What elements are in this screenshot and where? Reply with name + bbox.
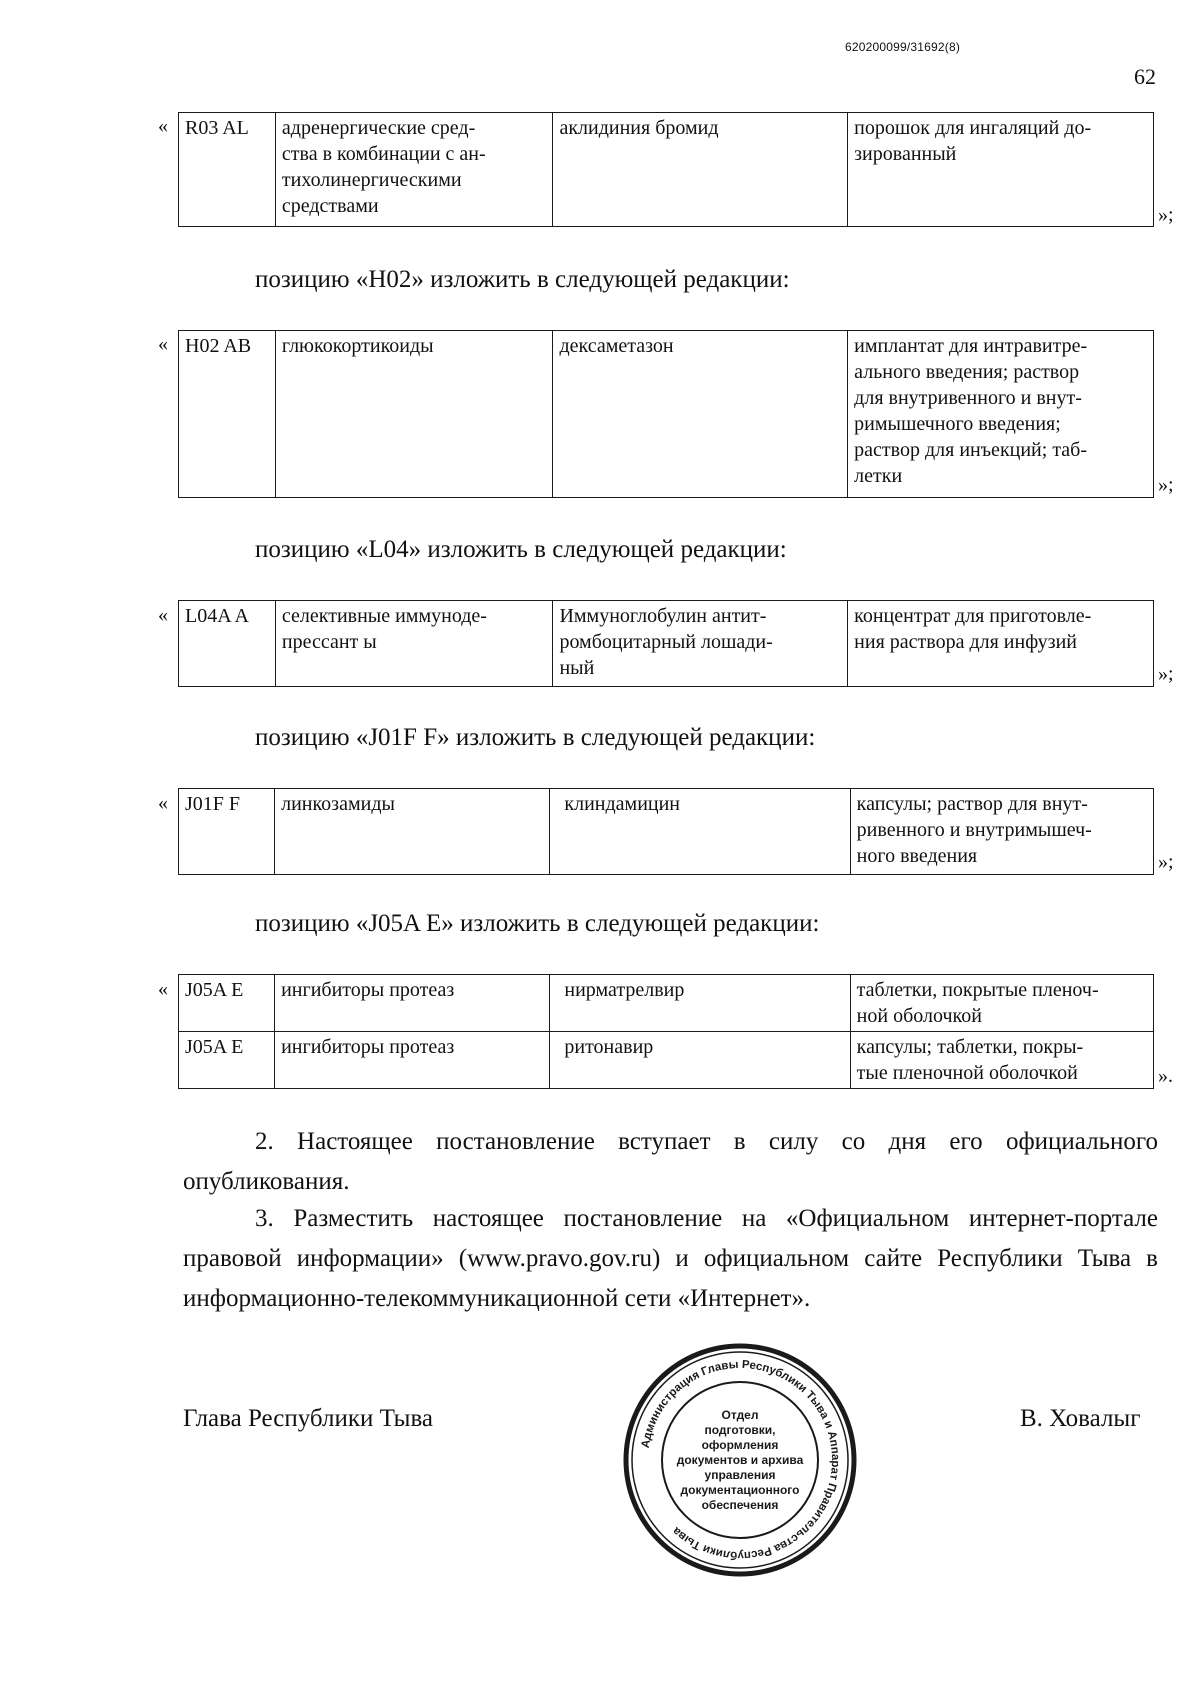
dosage-form-cell [850, 975, 1153, 1032]
closing-quote: »; [1158, 851, 1174, 873]
table-l04 [178, 600, 1154, 687]
table-j01 [178, 788, 1154, 875]
paragraph-2-text: 2. Настоящее постановление вступает в силу со дня его официального опубликования. [183, 1128, 1158, 1195]
substance-cell: аклидиния бромид [553, 113, 848, 227]
table-row [179, 975, 1154, 1032]
seal-center-line: документов и архива [676, 1453, 804, 1467]
table-row [179, 113, 1154, 227]
seal-center-line: Отдел [721, 1408, 759, 1422]
table-row [179, 331, 1154, 498]
form-line: ния раствора для инфузий [854, 631, 1077, 653]
opening-quote: « [158, 115, 168, 137]
official-seal-stamp [620, 1340, 860, 1580]
page-number: 62 [1134, 64, 1156, 89]
form-text: капсулы; раствор для внут- ривенного и внутримышеч- ного введения [856, 793, 1092, 867]
pharmacological-group-cell: глюкокортикоиды [275, 331, 553, 498]
atc-code-cell: J01F F [179, 789, 275, 875]
atc-code-cell: L04A A [179, 601, 276, 687]
atc-code-cell: R03 AL [179, 113, 276, 227]
closing-quote: »; [1158, 663, 1174, 685]
closing-quote: »; [1158, 474, 1174, 496]
seal-center-line: подготовки, [704, 1423, 776, 1437]
pharmacological-group-cell [275, 113, 553, 227]
instruction-h02: позицию «H02» изложить в следующей редакции: [255, 266, 790, 293]
substance-cell: нирматрелвир [550, 975, 850, 1032]
table-h02 [178, 330, 1154, 498]
pharmacological-group-cell: линкозамиды [275, 789, 550, 875]
atc-code-cell: H02 AB [179, 331, 276, 498]
seal-center-line: документационного [680, 1483, 800, 1497]
instruction-j05: позицию «J05A E» изложить в следующей редакции: [255, 910, 820, 937]
pharmacological-group-cell [275, 601, 553, 687]
dosage-form-cell [850, 1032, 1153, 1089]
opening-quote: « [158, 792, 168, 814]
seal-ring-textpath: Администрация Главы Республики Тыва и Аппарат Правительства Республики Тыва [639, 1358, 842, 1562]
substance-line: ромбоцитарный лошади- [559, 631, 773, 653]
table-j05 [178, 974, 1154, 1089]
seal-center-line: оформления [701, 1438, 779, 1452]
signatory-name: В. Ховалыг [1020, 1405, 1141, 1432]
opening-quote: « [158, 333, 168, 355]
pharmacological-group-cell: ингибиторы протеаз [275, 975, 550, 1032]
substance-cell: клиндамицин [550, 789, 850, 875]
opening-quote: « [158, 978, 168, 1000]
paragraph-3 [183, 1199, 1158, 1319]
pharmacological-group-cell: ингибиторы протеаз [275, 1032, 550, 1089]
table-row [179, 601, 1154, 687]
form-text: таблетки, покрытые пленоч- ной оболочкой [856, 979, 1099, 1027]
dosage-form-cell [848, 601, 1154, 687]
substance-cell: ритонавир [550, 1032, 850, 1089]
seal-center-text [677, 1408, 804, 1512]
table-row [179, 1032, 1154, 1089]
table-row [179, 789, 1154, 875]
form-line: концентрат для приготовле- [854, 605, 1092, 627]
substance-cell: дексаметазон [553, 331, 848, 498]
seal-center-line: управления [704, 1468, 776, 1482]
instruction-j01: позицию «J01F F» изложить в следующей редакции: [255, 724, 816, 751]
substance-line: Иммуноглобулин антит- [559, 605, 767, 627]
seal-center-line: обеспечения [701, 1498, 779, 1512]
group-line: прессант ы [281, 631, 377, 653]
group-text: адренергические сред- ства в комбинации с ан- тихолинергическими средствами [281, 117, 486, 217]
form-text: порошок для ингаляций до- зированный [854, 117, 1092, 165]
dosage-form-cell [850, 789, 1153, 875]
form-text: капсулы; таблетки, покры- тые пленочной оболочкой [856, 1036, 1084, 1084]
paragraph-2 [183, 1122, 1158, 1202]
signatory-position: Глава Республики Тыва [183, 1405, 434, 1432]
substance-cell [553, 601, 848, 687]
closing-quote: »; [1158, 204, 1174, 226]
opening-quote: « [158, 604, 168, 626]
closing-quote: ». [1158, 1065, 1173, 1087]
document-id: 620200099/31692(8) [845, 40, 961, 54]
paragraph-3-text: 3. Разместить настоящее постановление на «Официальном интернет-портале правовой информации» (www.pravo.gov.ru) и официальном сайте Республики Тыва в информационно-телекоммуникационной сети «Интернет». [183, 1205, 1158, 1312]
instruction-l04: позицию «L04» изложить в следующей редакции: [255, 536, 787, 563]
substance-line: ный [559, 657, 595, 679]
atc-code-cell: J05A E [179, 1032, 275, 1089]
dosage-form-cell [848, 113, 1154, 227]
atc-code-cell: J05A E [179, 975, 275, 1032]
form-text: имплантат для интравитре- ального введения; раствор для внутривенного и внут- римышечного введения; раствор для инъекций; таб- летки [854, 335, 1088, 487]
group-line: селективные иммуноде- [281, 605, 487, 627]
dosage-form-cell [848, 331, 1154, 498]
table-r03 [178, 112, 1154, 227]
